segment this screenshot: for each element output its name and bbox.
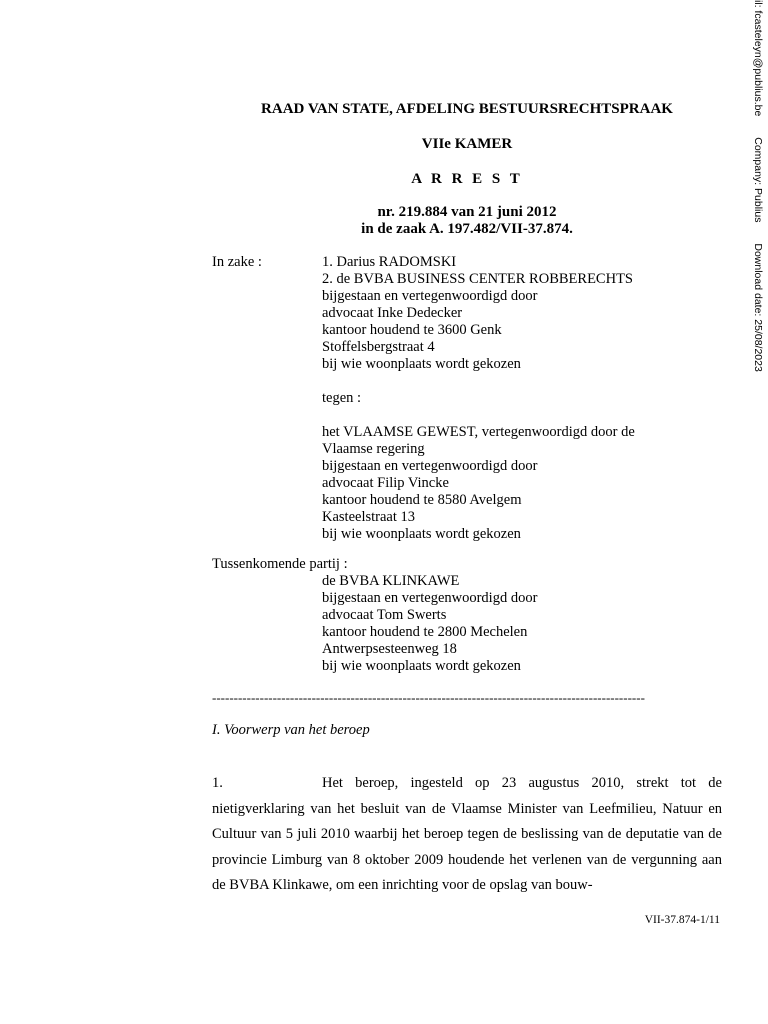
intervening-line: kantoor houdend te 2800 Mechelen xyxy=(322,624,528,640)
applicant-line: 1. Darius RADOMSKI xyxy=(322,254,457,270)
intervening-line: Antwerpsesteenweg 18 xyxy=(322,641,457,657)
case-reference xyxy=(212,204,722,238)
download-watermark xyxy=(752,0,764,390)
watermark-email: il: fcasteleyn@publius.be xyxy=(752,0,764,117)
respondent-line: Vlaamse regering xyxy=(322,441,425,457)
applicant-line: kantoor houdend te 3600 Genk xyxy=(322,322,502,338)
intervening-line: bij wie woonplaats wordt gekozen xyxy=(322,658,521,674)
intervening-line: bijgestaan en vertegenwoordigd door xyxy=(322,590,538,606)
applicant-line: advocaat Inke Dedecker xyxy=(322,305,463,321)
respondent-line: het VLAAMSE GEWEST, vertegenwoordigd door de xyxy=(322,424,635,440)
paragraph-text: Het beroep, ingesteld op 23 augustus 2010, strekt tot de nietigverklaring van het besluit van de Vlaamse Minister van Leefmilieu, Natuur en Cultuur van 5 juli 2010 waarbij het beroep tegen de beslissing van de deputatie van de provincie Limburg van 8 oktober 2009 houdende het verlenen van de vergunning aan de BVBA Klinkawe, om een inrichting voor de opslag van bouw- xyxy=(212,775,722,893)
watermark-download-date: Download date: 25/08/2023 xyxy=(752,243,764,372)
section-title: I. Voorwerp van het beroep xyxy=(212,722,370,738)
judgment-title: A R R E S T xyxy=(411,171,523,187)
intervening-label: Tussenkomende partij : xyxy=(212,556,348,572)
respondent-line: Kasteelstraat 13 xyxy=(322,509,416,525)
page-footer: VII-37.874-1/11 xyxy=(644,914,720,926)
intervening-line: advocaat Tom Swerts xyxy=(322,607,447,623)
applicant-line: bijgestaan en vertegenwoordigd door xyxy=(322,288,538,304)
chamber-heading: VIIe KAMER xyxy=(421,136,513,152)
intervening-line: de BVBA KLINKAWE xyxy=(322,573,460,589)
watermark-company: Company: Publius xyxy=(752,137,764,223)
in-zake-label: In zake : xyxy=(212,254,262,270)
applicants-block xyxy=(322,254,722,543)
applicant-line: bij wie woonplaats wordt gekozen xyxy=(322,356,521,372)
paragraph-number: 1. xyxy=(212,775,223,791)
tegen-label: tegen : xyxy=(322,390,362,406)
judgment-number: nr. 219.884 van 21 juni 2012 xyxy=(377,204,557,220)
court-heading: RAAD VAN STATE, AFDELING BESTUURSRECHTSPRAAK xyxy=(261,101,673,117)
paragraph-1 xyxy=(212,771,722,899)
respondent-line: bijgestaan en vertegenwoordigd door xyxy=(322,458,538,474)
case-number: in de zaak A. 197.482/VII-37.874. xyxy=(361,221,573,237)
respondent-line: advocaat Filip Vincke xyxy=(322,475,449,491)
intervening-block xyxy=(322,573,722,675)
applicant-line: Stoffelsbergstraat 4 xyxy=(322,339,435,355)
applicant-line: 2. de BVBA BUSINESS CENTER ROBBERECHTS xyxy=(322,271,633,287)
respondent-line: kantoor houdend te 8580 Avelgem xyxy=(322,492,522,508)
dashed-separator: ---------------------------------------------------------------------------------------------------- xyxy=(212,690,645,705)
respondent-line: bij wie woonplaats wordt gekozen xyxy=(322,526,521,542)
